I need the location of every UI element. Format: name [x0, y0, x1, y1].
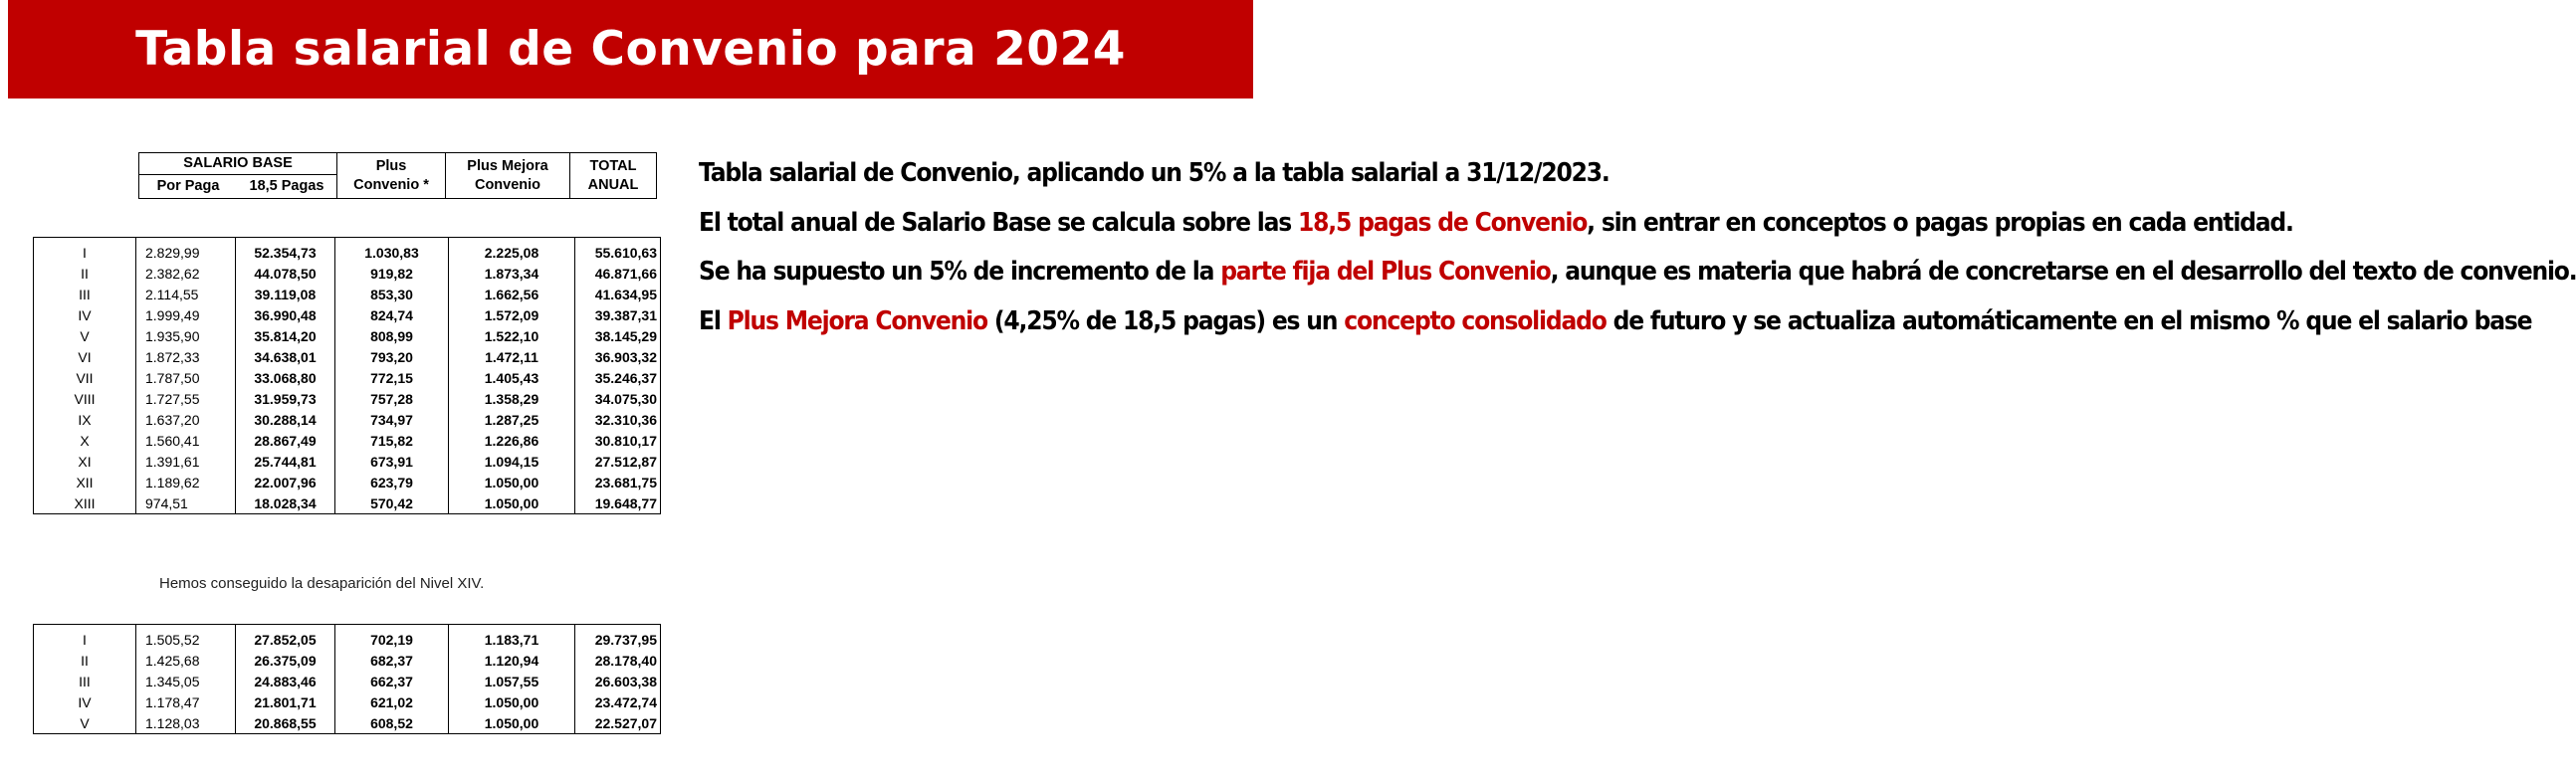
- paragraph-4-text-c: de futuro y se actualiza automáticamente en el mismo % que el salario base: [1606, 305, 2532, 336]
- paragraph-1: Tabla salarial de Convenio, aplicando un 5% a la tabla salarial a 31/12/2023.: [699, 158, 1610, 188]
- plus-mejora-cell: 1.183,71: [449, 625, 575, 651]
- pagas-18-5-cell: 20.868,55: [236, 712, 335, 734]
- level-cell: XIII: [34, 492, 136, 514]
- por-paga-cell: 1.787,50: [136, 367, 236, 388]
- table-row: [34, 492, 661, 514]
- total-anual-cell: 26.603,38: [575, 671, 661, 691]
- table-row: [34, 304, 661, 325]
- por-paga-cell: 1.727,55: [136, 388, 236, 409]
- table-row: [34, 691, 661, 712]
- plus-convenio-cell: 757,28: [335, 388, 449, 409]
- plus-mejora-header: [446, 153, 570, 199]
- table-row: [34, 650, 661, 671]
- plus-convenio-cell: 608,52: [335, 712, 449, 734]
- paragraph-3: [699, 255, 2576, 291]
- pagas-18-5-cell: 26.375,09: [236, 650, 335, 671]
- table-row: [34, 712, 661, 734]
- paragraph-3-text-a: Se ha supuesto un 5% de incremento de la: [699, 257, 1221, 287]
- pagas-18-5-cell: 28.867,49: [236, 430, 335, 451]
- plus-convenio-cell: 623,79: [335, 472, 449, 492]
- level-cell: VI: [34, 346, 136, 367]
- por-paga-cell: 2.114,55: [136, 284, 236, 304]
- level-cell: V: [34, 712, 136, 734]
- pagas-18-5-cell: 35.814,20: [236, 325, 335, 346]
- level-cell: III: [34, 671, 136, 691]
- level-cell: V: [34, 325, 136, 346]
- table-row: [34, 238, 661, 264]
- total-anual-cell: 19.648,77: [575, 492, 661, 514]
- paragraph-2-highlight: 18,5 pagas de Convenio: [1298, 207, 1588, 238]
- plus-mejora-header-line1: Plus Mejora: [467, 157, 548, 174]
- total-anual-cell: 32.310,36: [575, 409, 661, 430]
- table-row: [34, 325, 661, 346]
- plus-convenio-cell: 662,37: [335, 671, 449, 691]
- total-anual-cell: 29.737,95: [575, 625, 661, 651]
- plus-mejora-cell: 1.226,86: [449, 430, 575, 451]
- pagas-18-5-cell: 39.119,08: [236, 284, 335, 304]
- pagas-18-5-cell: 18.028,34: [236, 492, 335, 514]
- por-paga-cell: 1.637,20: [136, 409, 236, 430]
- pagas-18-5-cell: 31.959,73: [236, 388, 335, 409]
- plus-convenio-cell: 570,42: [335, 492, 449, 514]
- table-row: [34, 263, 661, 284]
- level-cell: X: [34, 430, 136, 451]
- plus-mejora-cell: 1.050,00: [449, 492, 575, 514]
- por-paga-cell: 1.391,61: [136, 451, 236, 472]
- level-cell: II: [34, 263, 136, 284]
- plus-convenio-header: [337, 153, 446, 199]
- paragraph-4: [699, 304, 2532, 340]
- paragraph-2-text-a: El total anual de Salario Base se calcula sobre las: [699, 207, 1299, 238]
- salary-table-main: [33, 237, 661, 514]
- plus-convenio-cell: 793,20: [335, 346, 449, 367]
- plus-mejora-cell: 1.287,25: [449, 409, 575, 430]
- level-cell: III: [34, 284, 136, 304]
- paragraph-3-text-b: , aunque es materia que habrá de concretarse en el desarrollo del texto de convenio.: [1550, 257, 2576, 287]
- level-cell: IV: [34, 304, 136, 325]
- table-row: [34, 472, 661, 492]
- plus-mejora-cell: 1.050,00: [449, 472, 575, 492]
- plus-mejora-cell: 1.873,34: [449, 263, 575, 284]
- table-row: [34, 388, 661, 409]
- plus-convenio-cell: 682,37: [335, 650, 449, 671]
- paragraph-4-text-a: El: [699, 305, 728, 336]
- plus-convenio-cell: 1.030,83: [335, 238, 449, 264]
- plus-mejora-cell: 1.522,10: [449, 325, 575, 346]
- paragraph-4-highlight-2: concepto consolidado: [1344, 305, 1607, 336]
- table-row: [34, 346, 661, 367]
- plus-mejora-cell: 1.572,09: [449, 304, 575, 325]
- plus-convenio-cell: 715,82: [335, 430, 449, 451]
- title-banner: [8, 0, 1253, 98]
- pagas-18-5-cell: 34.638,01: [236, 346, 335, 367]
- por-paga-cell: 1.178,47: [136, 691, 236, 712]
- pagas-header: 18,5 Pagas: [237, 175, 337, 199]
- total-anual-cell: 30.810,17: [575, 430, 661, 451]
- total-anual-cell: 28.178,40: [575, 650, 661, 671]
- total-anual-cell: 39.387,31: [575, 304, 661, 325]
- level-cell: I: [34, 625, 136, 651]
- plus-convenio-cell: 702,19: [335, 625, 449, 651]
- plus-convenio-header-line1: Plus: [375, 157, 407, 174]
- total-anual-header: [570, 153, 657, 199]
- plus-mejora-cell: 1.050,00: [449, 691, 575, 712]
- table-row: [34, 367, 661, 388]
- total-anual-cell: 38.145,29: [575, 325, 661, 346]
- plus-convenio-cell: 919,82: [335, 263, 449, 284]
- level-cell: I: [34, 238, 136, 264]
- plus-mejora-cell: 2.225,08: [449, 238, 575, 264]
- por-paga-cell: 1.189,62: [136, 472, 236, 492]
- pagas-18-5-cell: 52.354,73: [236, 238, 335, 264]
- total-anual-cell: 27.512,87: [575, 451, 661, 472]
- plus-mejora-cell: 1.405,43: [449, 367, 575, 388]
- explanation-text: [699, 156, 2576, 353]
- pagas-18-5-cell: 25.744,81: [236, 451, 335, 472]
- pagas-18-5-cell: 24.883,46: [236, 671, 335, 691]
- plus-mejora-cell: 1.050,00: [449, 712, 575, 734]
- por-paga-header: Por Paga: [139, 175, 238, 199]
- por-paga-cell: 1.872,33: [136, 346, 236, 367]
- total-anual-cell: 22.527,07: [575, 712, 661, 734]
- pagas-18-5-cell: 21.801,71: [236, 691, 335, 712]
- por-paga-cell: 974,51: [136, 492, 236, 514]
- salary-table-secondary: [33, 624, 661, 734]
- total-anual-header-line2: ANUAL: [587, 176, 639, 193]
- plus-convenio-cell: 734,97: [335, 409, 449, 430]
- por-paga-cell: 1.345,05: [136, 671, 236, 691]
- plus-mejora-header-line2: Convenio: [474, 176, 541, 193]
- table-row: [34, 671, 661, 691]
- level-cell: XII: [34, 472, 136, 492]
- pagas-18-5-cell: 36.990,48: [236, 304, 335, 325]
- table-row: [34, 451, 661, 472]
- level-cell: IX: [34, 409, 136, 430]
- pagas-18-5-cell: 22.007,96: [236, 472, 335, 492]
- por-paga-cell: 1.425,68: [136, 650, 236, 671]
- paragraph-4-highlight-1: Plus Mejora Convenio: [727, 305, 987, 336]
- total-anual-cell: 35.246,37: [575, 367, 661, 388]
- por-paga-cell: 1.505,52: [136, 625, 236, 651]
- plus-mejora-cell: 1.662,56: [449, 284, 575, 304]
- salary-table-header: [138, 152, 657, 199]
- page-title: Tabla salarial de Convenio para 2024: [135, 22, 1126, 77]
- por-paga-cell: 1.999,49: [136, 304, 236, 325]
- paragraph-2-text-b: , sin entrar en conceptos o pagas propias en cada entidad.: [1587, 207, 2293, 238]
- por-paga-cell: 1.560,41: [136, 430, 236, 451]
- plus-convenio-cell: 673,91: [335, 451, 449, 472]
- total-anual-cell: 41.634,95: [575, 284, 661, 304]
- total-anual-cell: 23.681,75: [575, 472, 661, 492]
- level-cell: VIII: [34, 388, 136, 409]
- paragraph-3-highlight: parte fija del Plus Convenio: [1220, 257, 1551, 287]
- plus-mejora-cell: 1.358,29: [449, 388, 575, 409]
- level-cell: VII: [34, 367, 136, 388]
- total-anual-cell: 55.610,63: [575, 238, 661, 264]
- pagas-18-5-cell: 44.078,50: [236, 263, 335, 284]
- pagas-18-5-cell: 33.068,80: [236, 367, 335, 388]
- table-row: [34, 409, 661, 430]
- level-cell: IV: [34, 691, 136, 712]
- paragraph-4-text-b: (4,25% de 18,5 pagas) es un: [986, 305, 1345, 336]
- plus-convenio-cell: 772,15: [335, 367, 449, 388]
- salario-base-header: SALARIO BASE: [139, 153, 337, 175]
- plus-convenio-cell: 621,02: [335, 691, 449, 712]
- total-anual-cell: 36.903,32: [575, 346, 661, 367]
- total-anual-cell: 46.871,66: [575, 263, 661, 284]
- table-row: [34, 430, 661, 451]
- total-anual-cell: 34.075,30: [575, 388, 661, 409]
- note: Hemos conseguido la desaparición del Nivel XIV.: [159, 575, 485, 592]
- paragraph-2: [699, 206, 2293, 242]
- plus-mejora-cell: 1.472,11: [449, 346, 575, 367]
- plus-mejora-cell: 1.120,94: [449, 650, 575, 671]
- table-row: [34, 284, 661, 304]
- plus-mejora-cell: 1.057,55: [449, 671, 575, 691]
- plus-convenio-cell: 808,99: [335, 325, 449, 346]
- plus-convenio-cell: 824,74: [335, 304, 449, 325]
- pagas-18-5-cell: 30.288,14: [236, 409, 335, 430]
- por-paga-cell: 1.128,03: [136, 712, 236, 734]
- por-paga-cell: 1.935,90: [136, 325, 236, 346]
- plus-mejora-cell: 1.094,15: [449, 451, 575, 472]
- por-paga-cell: 2.829,99: [136, 238, 236, 264]
- table-row: [34, 625, 661, 651]
- pagas-18-5-cell: 27.852,05: [236, 625, 335, 651]
- plus-convenio-cell: 853,30: [335, 284, 449, 304]
- por-paga-cell: 2.382,62: [136, 263, 236, 284]
- total-anual-cell: 23.472,74: [575, 691, 661, 712]
- plus-convenio-header-line2: Convenio *: [353, 176, 429, 193]
- total-anual-header-line1: TOTAL: [589, 157, 637, 174]
- level-cell: XI: [34, 451, 136, 472]
- level-cell: II: [34, 650, 136, 671]
